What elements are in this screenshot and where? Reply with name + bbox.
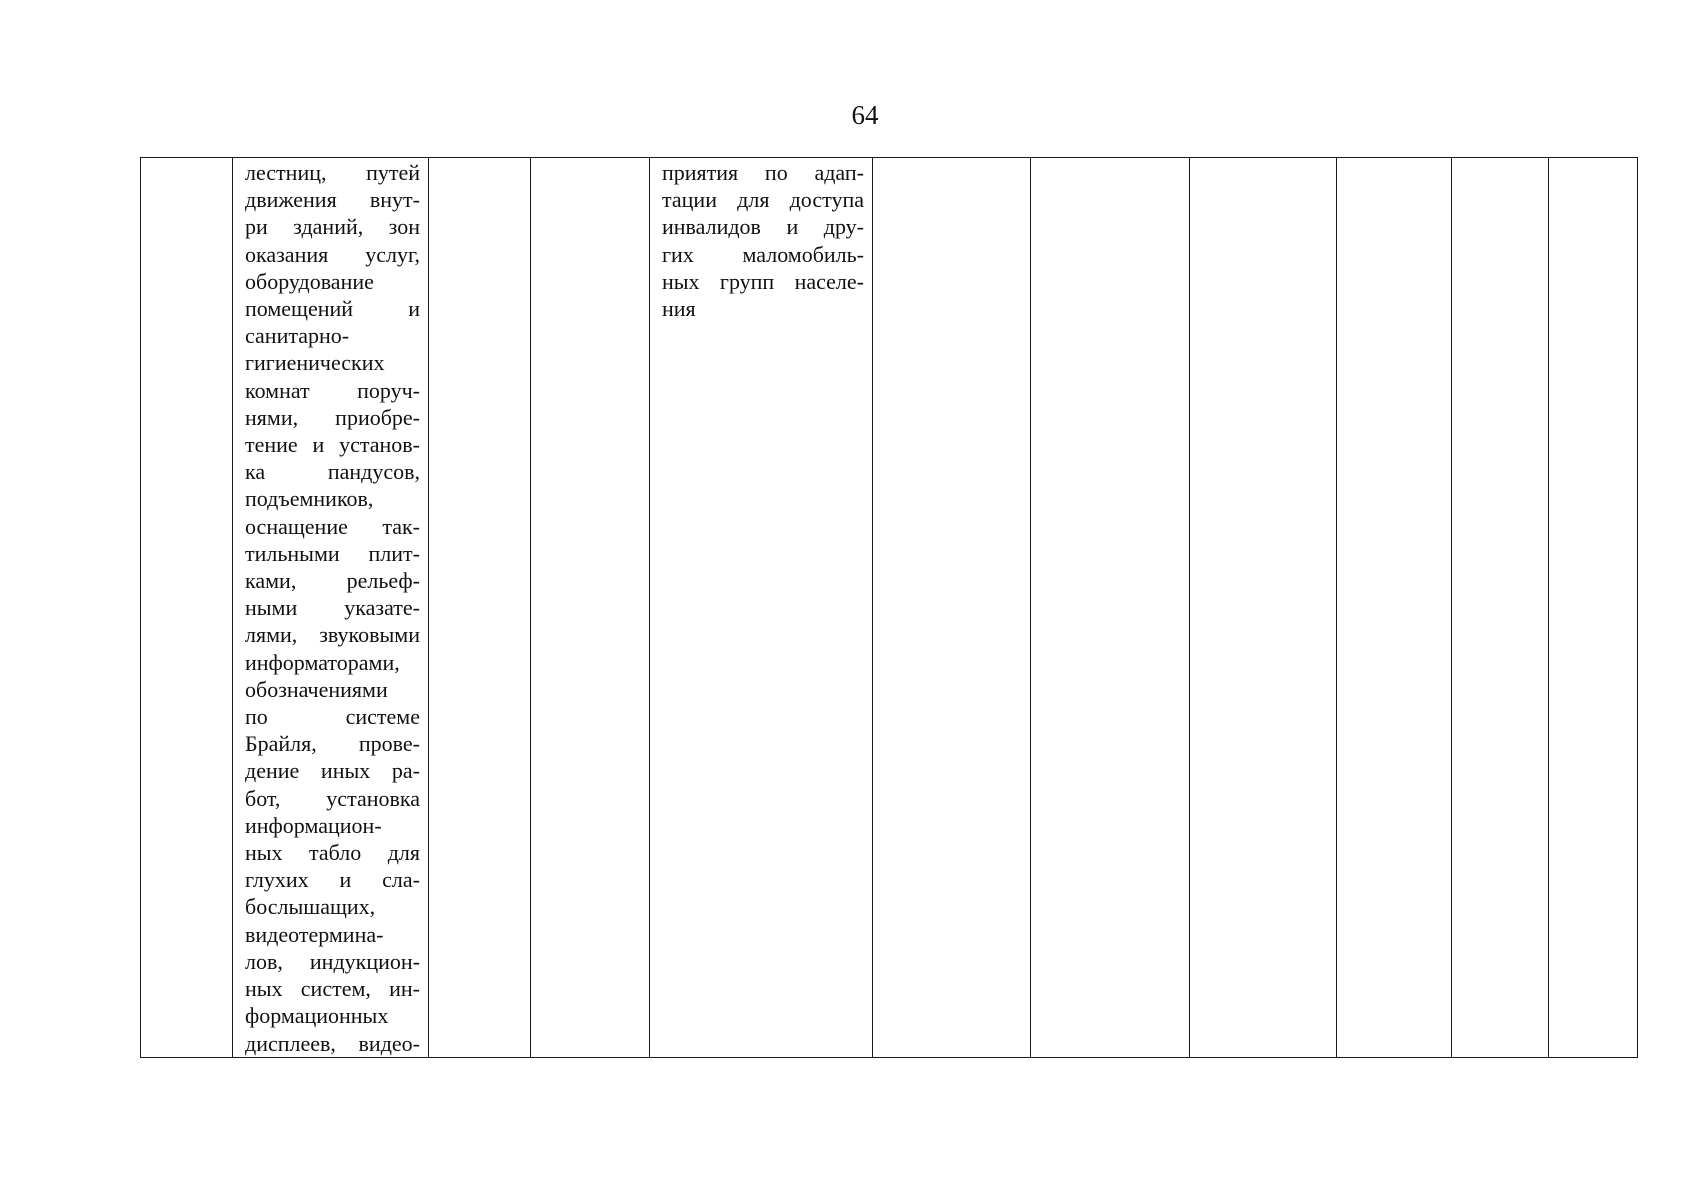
table-cell-col10 <box>1452 158 1549 1058</box>
text-line: ными указате- <box>245 595 420 621</box>
table-cell-col4 <box>531 158 650 1058</box>
text-line: Брайля, прове- <box>245 731 420 757</box>
text-line: гигиенических <box>245 350 385 376</box>
text-line: тение и установ- <box>245 432 420 458</box>
text-line: инвалидов и дру- <box>662 214 864 240</box>
text-line: дение иных ра- <box>245 758 420 784</box>
text-line: лями, звуковыми <box>245 622 420 648</box>
text-line: ка пандусов, <box>245 459 420 485</box>
table-cell-col3 <box>429 158 531 1058</box>
text-line: лестниц, путей <box>245 160 420 185</box>
text-line: информаторами, <box>245 649 400 675</box>
text-line: ных групп населе- <box>662 268 864 294</box>
table-row <box>141 158 1638 1058</box>
text-line: движения внут- <box>245 187 420 213</box>
table-cell-col8 <box>1190 158 1337 1058</box>
text-line: нями, приобре- <box>245 404 420 430</box>
text-line: приятия по адап- <box>662 160 864 185</box>
text-line: глухих и сла- <box>245 867 420 893</box>
table-cell-col2 <box>233 158 429 1058</box>
text-line: ри зданий, зон <box>245 214 420 240</box>
table-cell-col9 <box>1337 158 1452 1058</box>
table-cell-col7 <box>1031 158 1190 1058</box>
text-line: ния <box>662 296 696 322</box>
text-line: ками, рельеф- <box>245 568 420 594</box>
text-line: оказания услуг, <box>245 241 420 267</box>
text-line: бот, установка <box>245 785 420 811</box>
text-line: бослышащих, <box>245 894 376 920</box>
page-number: 64 <box>851 100 879 130</box>
text-line: информацион- <box>245 812 382 838</box>
text-line: помещений и <box>245 296 420 322</box>
text-line: по системе <box>245 704 420 730</box>
table-cell-col5 <box>650 158 873 1058</box>
text-line: комнат поруч- <box>245 377 420 403</box>
table-cell-col1 <box>141 158 233 1058</box>
text-line: тации для доступа <box>662 187 864 213</box>
text-line: формационных <box>245 1003 389 1029</box>
text-line: обозначениями <box>245 676 388 702</box>
text-line: тильными плит- <box>245 540 420 566</box>
text-line: гих маломобиль- <box>662 241 864 267</box>
measures-description-text <box>233 159 428 1057</box>
text-line: оборудование <box>245 268 374 294</box>
table-cell-col11 <box>1549 158 1638 1058</box>
table-cell-col6 <box>873 158 1031 1058</box>
text-line: лов, индукцион- <box>245 948 420 974</box>
adaptation-purpose-text <box>650 159 872 322</box>
document-table <box>140 157 1638 1058</box>
text-line: дисплеев, видео- <box>245 1030 420 1056</box>
text-line: ных табло для <box>245 840 420 866</box>
text-line: подъемников, <box>245 486 374 512</box>
text-line: видеотермина- <box>245 921 384 947</box>
text-line: оснащение так- <box>245 513 420 539</box>
text-line: санитарно- <box>245 323 350 349</box>
text-line: ных систем, ин- <box>245 976 420 1002</box>
